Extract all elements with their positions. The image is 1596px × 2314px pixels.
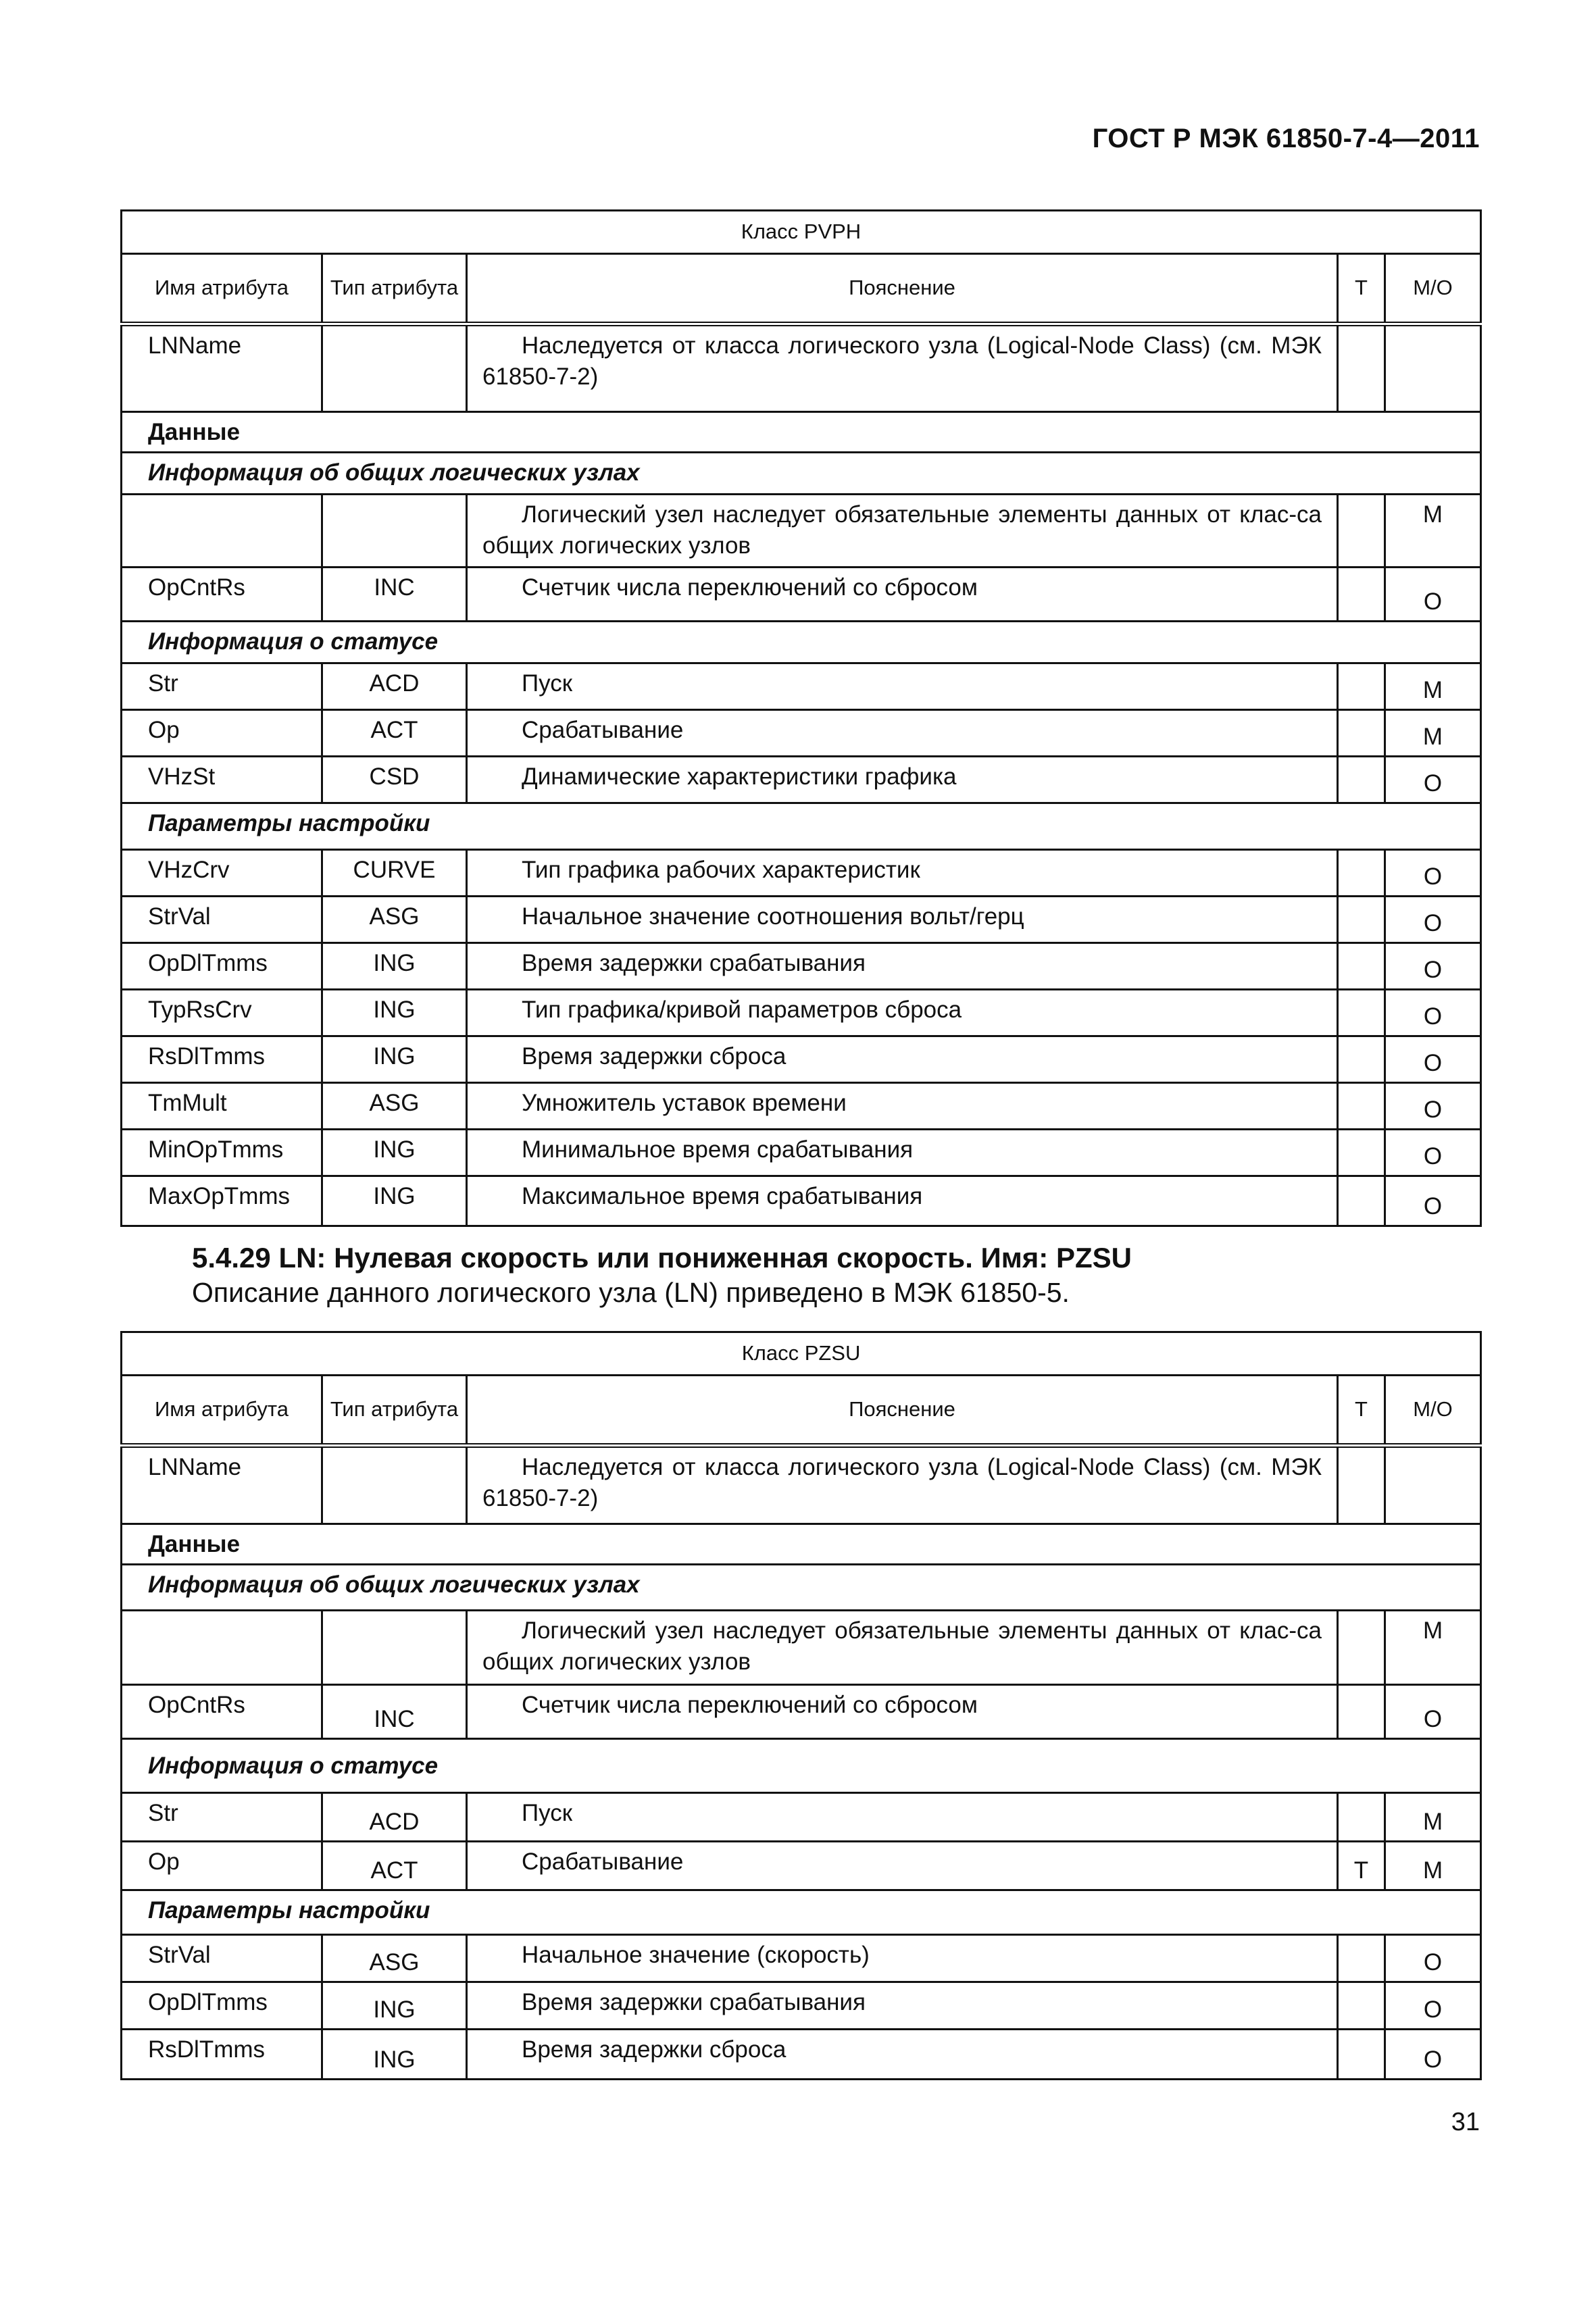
table-row <box>122 1685 1481 1739</box>
column-header-name: Имя атрибута <box>122 254 322 324</box>
column-header-mo: M/O <box>1385 1376 1481 1446</box>
table-row <box>122 1935 1481 1982</box>
attribute-mo <box>1385 324 1481 412</box>
section-row <box>122 622 1481 663</box>
attribute-mo: M <box>1385 1793 1481 1842</box>
table-row <box>122 710 1481 757</box>
attribute-description: Наследуется от класса логического узла (Logical-Node Class) (см. МЭК 61850-7-2) <box>467 1446 1338 1524</box>
attribute-type: INC <box>322 568 467 622</box>
attribute-description: Пуск <box>467 1793 1338 1842</box>
section-heading: Информация о статусе <box>122 622 1481 663</box>
table-row <box>122 1982 1481 2030</box>
table-row <box>122 568 1481 622</box>
attribute-name: LNName <box>122 1446 322 1524</box>
table-caption: Класс PVPH <box>122 211 1481 254</box>
attribute-type: ING <box>322 1036 467 1083</box>
attribute-description: Тип графика/кривой параметров сброса <box>467 990 1338 1036</box>
attribute-mo: O <box>1385 1036 1481 1083</box>
attribute-mo: M <box>1385 495 1481 568</box>
attribute-mo: O <box>1385 1982 1481 2030</box>
attribute-t <box>1338 1793 1385 1842</box>
attribute-t <box>1338 757 1385 803</box>
attribute-t <box>1338 568 1385 622</box>
attribute-mo: O <box>1385 1935 1481 1982</box>
attribute-mo: M <box>1385 663 1481 710</box>
table-row <box>122 990 1481 1036</box>
attribute-description: Время задержки срабатывания <box>467 1982 1338 2030</box>
table-row <box>122 495 1481 568</box>
attribute-type: INC <box>322 1685 467 1739</box>
attribute-t <box>1338 1446 1385 1524</box>
table-caption-row <box>122 1332 1481 1376</box>
section-heading: Данные <box>122 1524 1481 1565</box>
column-header-desc: Пояснение <box>467 254 1338 324</box>
attribute-name: VHzCrv <box>122 850 322 897</box>
document-id-header: ГОСТ Р МЭК 61850-7-4—2011 <box>1092 124 1480 153</box>
column-header-type: Тип атрибута <box>322 1376 467 1446</box>
attribute-mo: O <box>1385 1176 1481 1226</box>
attribute-name: MaxOpTmms <box>122 1176 322 1226</box>
section-row <box>122 412 1481 453</box>
attribute-description: Умножитель уставок времени <box>467 1083 1338 1130</box>
table-row <box>122 1176 1481 1226</box>
attribute-name: TypRsCrv <box>122 990 322 1036</box>
attribute-type: ACD <box>322 663 467 710</box>
attribute-name <box>122 1611 322 1685</box>
attribute-t <box>1338 663 1385 710</box>
page-number: 31 <box>1451 2108 1480 2136</box>
table-row <box>122 1036 1481 1083</box>
attribute-name: Str <box>122 663 322 710</box>
attribute-description: Время задержки сброса <box>467 1036 1338 1083</box>
attribute-name: OpDlTmms <box>122 943 322 990</box>
attribute-name: TmMult <box>122 1083 322 1130</box>
attribute-t <box>1338 324 1385 412</box>
attribute-mo: O <box>1385 757 1481 803</box>
attribute-t <box>1338 1083 1385 1130</box>
attribute-type: ACD <box>322 1793 467 1842</box>
attribute-type: ING <box>322 943 467 990</box>
section-row <box>122 453 1481 495</box>
attribute-type: ACT <box>322 1842 467 1890</box>
attribute-type: ING <box>322 1176 467 1226</box>
attribute-type: ASG <box>322 1935 467 1982</box>
class-pvph-table <box>120 209 1482 1227</box>
table-row <box>122 1793 1481 1842</box>
attribute-t <box>1338 897 1385 943</box>
attribute-description: Тип графика рабочих характеристик <box>467 850 1338 897</box>
attribute-type: CSD <box>322 757 467 803</box>
section-row <box>122 1565 1481 1611</box>
attribute-type <box>322 324 467 412</box>
attribute-description: Время задержки срабатывания <box>467 943 1338 990</box>
column-header-type: Тип атрибута <box>322 254 467 324</box>
section-description: Описание данного логического узла (LN) приведено в МЭК 61850-5. <box>192 1277 1070 1308</box>
attribute-name: StrVal <box>122 1935 322 1982</box>
section-row <box>122 1890 1481 1935</box>
attribute-description: Срабатывание <box>467 710 1338 757</box>
attribute-t <box>1338 1982 1385 2030</box>
attribute-type: ACT <box>322 710 467 757</box>
section-heading: Параметры настройки <box>122 1890 1481 1935</box>
table-row <box>122 2030 1481 2080</box>
attribute-description: Наследуется от класса логического узла (Logical-Node Class) (см. МЭК 61850-7-2) <box>467 324 1338 412</box>
attribute-mo: O <box>1385 1685 1481 1739</box>
attribute-name: LNName <box>122 324 322 412</box>
attribute-mo <box>1385 1446 1481 1524</box>
column-header-row <box>122 254 1481 324</box>
attribute-t <box>1338 850 1385 897</box>
attribute-name <box>122 495 322 568</box>
attribute-type <box>322 1446 467 1524</box>
attribute-name: OpCntRs <box>122 1685 322 1739</box>
column-header-row <box>122 1376 1481 1446</box>
table-row <box>122 1083 1481 1130</box>
column-header-desc: Пояснение <box>467 1376 1338 1446</box>
attribute-type <box>322 495 467 568</box>
table-row <box>122 1842 1481 1890</box>
section-heading: Параметры настройки <box>122 803 1481 850</box>
attribute-description: Счетчик числа переключений со сбросом <box>467 1685 1338 1739</box>
attribute-mo: M <box>1385 710 1481 757</box>
attribute-description: Счетчик числа переключений со сбросом <box>467 568 1338 622</box>
section-heading: Данные <box>122 412 1481 453</box>
column-header-t: T <box>1338 1376 1385 1446</box>
attribute-type: ING <box>322 2030 467 2080</box>
attribute-t <box>1338 1611 1385 1685</box>
attribute-name: RsDlTmms <box>122 2030 322 2080</box>
table-row <box>122 757 1481 803</box>
attribute-description: Логический узел наследует обязательные элементы данных от клас-са общих логических узлов <box>467 495 1338 568</box>
attribute-name: Str <box>122 1793 322 1842</box>
attribute-t <box>1338 1176 1385 1226</box>
column-header-t: T <box>1338 254 1385 324</box>
table-row <box>122 897 1481 943</box>
attribute-description: Начальное значение соотношения вольт/герц <box>467 897 1338 943</box>
attribute-description: Пуск <box>467 663 1338 710</box>
attribute-description: Начальное значение (скорость) <box>467 1935 1338 1982</box>
attribute-t <box>1338 943 1385 990</box>
attribute-t <box>1338 1685 1385 1739</box>
section-heading: Информация об общих логических узлах <box>122 453 1481 495</box>
attribute-description: Минимальное время срабатывания <box>467 1130 1338 1176</box>
attribute-type: ING <box>322 1130 467 1176</box>
table-row <box>122 850 1481 897</box>
attribute-name: RsDlTmms <box>122 1036 322 1083</box>
table-caption: Класс PZSU <box>122 1332 1481 1376</box>
table-row <box>122 943 1481 990</box>
attribute-name: OpDlTmms <box>122 1982 322 2030</box>
column-header-mo: M/O <box>1385 254 1481 324</box>
attribute-name: OpCntRs <box>122 568 322 622</box>
section-heading: Информация об общих логических узлах <box>122 1565 1481 1611</box>
attribute-mo: O <box>1385 1083 1481 1130</box>
attribute-mo: O <box>1385 897 1481 943</box>
attribute-t <box>1338 495 1385 568</box>
table-caption-row <box>122 211 1481 254</box>
attribute-type: ASG <box>322 1083 467 1130</box>
attribute-t <box>1338 710 1385 757</box>
section-row <box>122 803 1481 850</box>
attribute-type <box>322 1611 467 1685</box>
table-row <box>122 1446 1481 1524</box>
attribute-t <box>1338 1935 1385 1982</box>
attribute-name: Op <box>122 710 322 757</box>
attribute-mo: M <box>1385 1611 1481 1685</box>
table-row <box>122 324 1481 412</box>
attribute-name: StrVal <box>122 897 322 943</box>
attribute-type: ASG <box>322 897 467 943</box>
attribute-type: CURVE <box>322 850 467 897</box>
attribute-description: Время задержки сброса <box>467 2030 1338 2080</box>
section-heading: Информация о статусе <box>122 1739 1481 1793</box>
attribute-t <box>1338 990 1385 1036</box>
attribute-type: ING <box>322 990 467 1036</box>
section-row <box>122 1524 1481 1565</box>
table-row <box>122 663 1481 710</box>
section-heading-5-4-29: 5.4.29 LN: Нулевая скорость или пониженная скорость. Имя: PZSU <box>192 1242 1132 1274</box>
attribute-name: Op <box>122 1842 322 1890</box>
attribute-mo: O <box>1385 2030 1481 2080</box>
attribute-name: MinOpTmms <box>122 1130 322 1176</box>
attribute-name: VHzSt <box>122 757 322 803</box>
attribute-mo: O <box>1385 850 1481 897</box>
section-row <box>122 1739 1481 1793</box>
attribute-description: Динамические характеристики графика <box>467 757 1338 803</box>
attribute-t <box>1338 2030 1385 2080</box>
attribute-description: Максимальное время срабатывания <box>467 1176 1338 1226</box>
attribute-mo: O <box>1385 568 1481 622</box>
attribute-description: Логический узел наследует обязательные элементы данных от клас-са общих логических узлов <box>467 1611 1338 1685</box>
attribute-t: T <box>1338 1842 1385 1890</box>
attribute-mo: M <box>1385 1842 1481 1890</box>
class-pzsu-table <box>120 1331 1482 2080</box>
attribute-t <box>1338 1130 1385 1176</box>
table-row <box>122 1611 1481 1685</box>
attribute-mo: O <box>1385 990 1481 1036</box>
attribute-type: ING <box>322 1982 467 2030</box>
attribute-description: Срабатывание <box>467 1842 1338 1890</box>
column-header-name: Имя атрибута <box>122 1376 322 1446</box>
table-row <box>122 1130 1481 1176</box>
attribute-mo: O <box>1385 943 1481 990</box>
attribute-mo: O <box>1385 1130 1481 1176</box>
attribute-t <box>1338 1036 1385 1083</box>
